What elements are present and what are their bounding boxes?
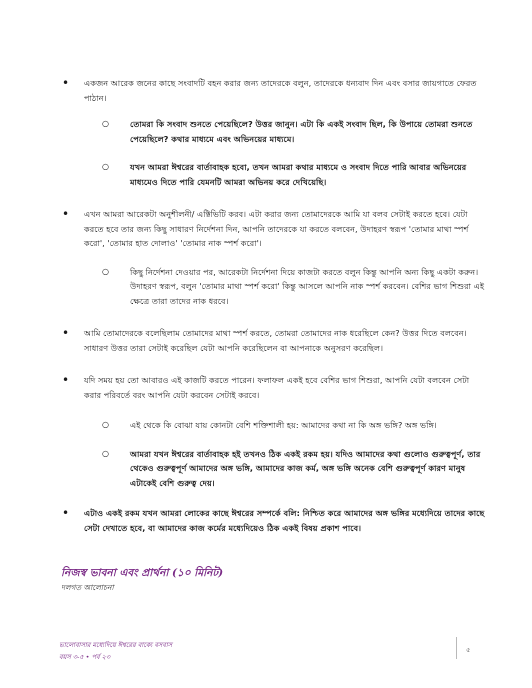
list-item-text: একজন আরেক জনের কাছে সংবাদটি বহন করার জন্য তাদেরকে বলুন, তাদেরকে ধন্যবাদ দিন এবং বসার জায়গাতে ফেরত পাঠান। bbox=[84, 78, 477, 103]
footer-series-title: ভালোবাসার মধ্যেদিয়ে ঈশ্বরের বাক্যে বসবাস bbox=[59, 641, 173, 649]
bullet-dot-icon: • bbox=[62, 506, 70, 520]
list-item bbox=[56, 506, 486, 535]
list-item bbox=[56, 326, 486, 355]
list-item-text: এই থেকে কি বোঝা যায় কোনটা বেশি শক্তিশালী হয়: আমাদের কথা না কি অঙ্গ ভঙ্গি? অঙ্গ ভঙ্গি। bbox=[130, 420, 437, 430]
bullet-circle-icon: ○ bbox=[102, 420, 109, 429]
list-item bbox=[56, 207, 486, 251]
footer-lesson-info: বয়স ৩-৫ • পর্ব ২৩ bbox=[59, 653, 111, 661]
list-item-text: এখন আমরা আরেকটা অনুশীলনী/ এক্টিভিটি করব। এটা করার জন্য তোমাদেরকে আমি যা বলব সেটাই করতে হবে। যেটা করতে হবে তার জন্য কিছু সাধারণ নির্দেশনা দিন, আপনি তাদেরকে যা করতে বলবেন, উদাহরণ স্বরূপ 'তোমার মাথা স্পর্শ করো', 'তোমার হাত দোলাও' 'তোমার নাক স্পর্শ করো'। bbox=[84, 209, 469, 248]
list-item-text: এটাও একই রকম যখন আমরা লোকের কাছে ঈশ্বরের সম্পর্কে বলি: নিশ্চিত করে আমাদের অঙ্গ ভঙ্গির মধ্যেদিয়ে তাদের কাছে সেটা দেখাতে হবে, বা আমাদের কাজ কর্মের মধ্যেদিয়েও ঠিক একই বিষয় প্রকাশ পাবে। bbox=[84, 508, 485, 533]
sub-list-item bbox=[56, 447, 486, 491]
list-item-text: যখন আমরা ঈশ্বরের বার্তাবাহক হবো, তখন আমরা কথার মাধ্যমে ও সংবাদ দিতে পারি আবার অভিনয়ের মাধ্যমেও দিতে পারি যেমনটি আমরা অভিনয় করে দেখিয়েছি। bbox=[130, 162, 467, 187]
list-item-text: যদি সময় হয় তো আবারও এই কাজটি করতে পারেন। ফলাফল একই হবে বেশির ভাগ শিশুরা, আপনি যেটা বলবেন সেটা করার পরিবর্তে বরং আপনি যেটা করবেন সেটাই করবে। bbox=[84, 375, 470, 400]
page-number: ৫ bbox=[466, 646, 471, 654]
list-item-text: কিছু নির্দেশনা দেওয়ার পর, আরেকটা নির্দেশনা দিয়ে কাজটা করতে বলুন কিন্তু আপনি অন্য কিছু একটা করুন। উদাহরণ স্বরূপ, বলুন 'তোমার মাথা স্পর্শ করো' কিন্তু আসলে আপনি নাক স্পর্শ করবেন। বেশির ভাগ শিশুরা এই ক্ষেত্রে তারা তাদের নাক ধরবে। bbox=[130, 266, 485, 306]
bullet-circle-icon: ○ bbox=[102, 119, 109, 128]
sub-list-item bbox=[56, 418, 486, 433]
footer-divider bbox=[456, 637, 457, 659]
sub-list-item bbox=[56, 117, 486, 146]
list-item bbox=[56, 373, 486, 402]
bullet-circle-icon: ○ bbox=[102, 448, 109, 458]
bullet-circle-icon: ○ bbox=[102, 266, 109, 276]
bullet-circle-icon: ○ bbox=[102, 162, 109, 171]
bullet-dot-icon: • bbox=[62, 207, 70, 221]
list-item-text: আমি তোমাদেরকে বলেছিলাম তোমাদের মাথা স্পর্শ করতে, তোমরা তোমাদের নাক ধরেছিলে কেন? উত্তর দিতে বলবেন। সাধারণ উত্তর তারা সেটাই করেছিল যেটা আপনি করেছিলেন বা আপনাকে অনুসরণ করেছিল। bbox=[84, 328, 467, 353]
bullet-dot-icon: • bbox=[62, 326, 70, 340]
list-item-text: তোমরা কি সংবাদ শুনতে পেয়েছিলে? উত্তর জানুন। এটা কি একই সংবাদ ছিল, কি উপায়ে তোমরা শুনতে পেয়েছিলে? কথার মাধ্যমে এবং অভিনয়ের মাধ্যমে। bbox=[130, 119, 473, 144]
bullet-dot-icon: • bbox=[62, 373, 70, 387]
section-title: নিজস্ব ভাবনা এবং প্রার্থনা (১০ মিনিট) bbox=[61, 567, 224, 579]
lesson-content bbox=[56, 62, 486, 535]
section-subtitle: দলগত আলোচনা bbox=[61, 583, 114, 592]
list-item-text: আমরা যখন ঈশ্বরের বার্তাবাহক হই তখনও ঠিক একই রকম হয়। যদিও আমাদের কথা গুলোও গুরুত্বপূর্ণ, তার থেকেও গুরুত্বপূর্ণ আমাদের অঙ্গ ভঙ্গি, আমাদের কাজ কর্ম, অঙ্গ ভঙ্গি অনেক বেশি গুরুত্বপূর্ণ কারণ মানুষ এটাকেই বেশি গুরুত্ব দেয়। bbox=[130, 448, 481, 488]
sub-list-item bbox=[56, 265, 486, 309]
sub-list-item bbox=[56, 160, 486, 189]
bullet-dot-icon: • bbox=[62, 76, 70, 90]
list-item bbox=[56, 76, 486, 105]
